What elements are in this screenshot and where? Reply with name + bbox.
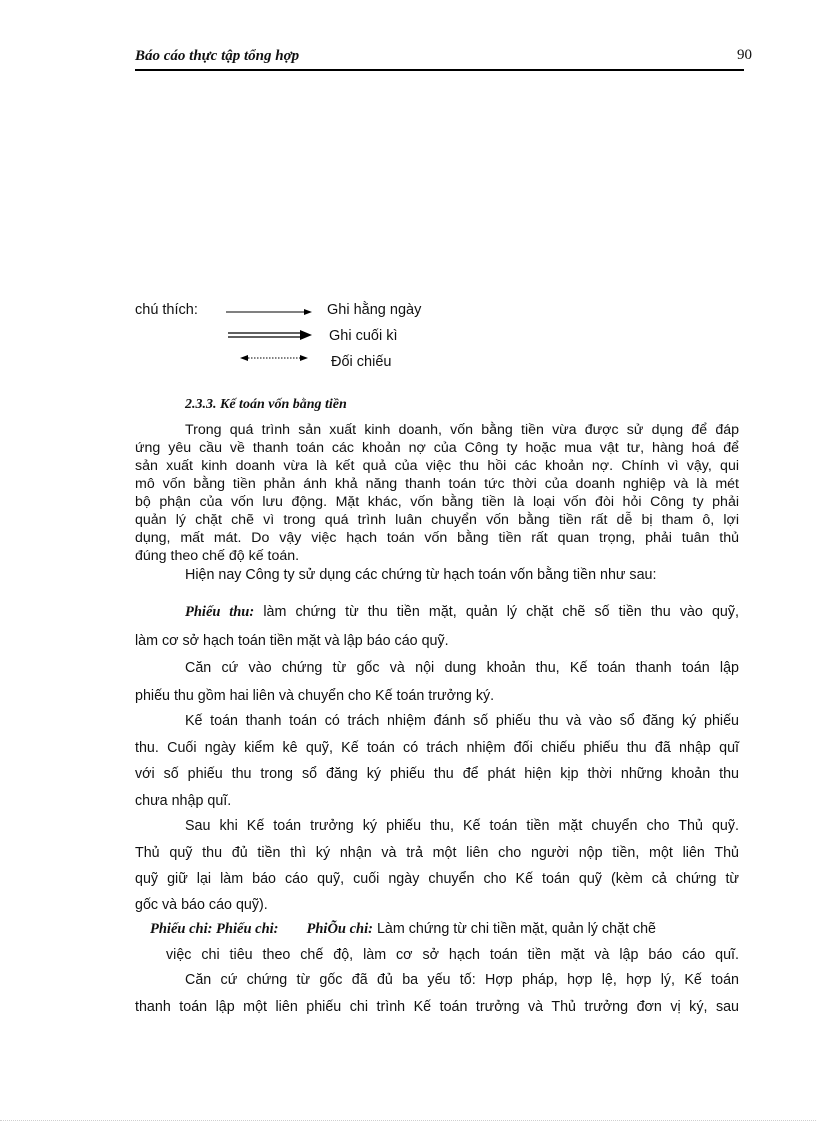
text-line: thanh toán lập một liên phiếu chi trình Kế toán trưởng và Thủ trưởng đơn vị ký, sau <box>135 999 739 1015</box>
legend-item-reconcile: Đối chiếu <box>331 354 392 370</box>
text-line: dụng, mất mát. Do vậy việc hạch toán vốn bằng tiền rất quan trọng, phải tuân thủ <box>135 530 739 546</box>
text-line: mô vốn bằng tiền phản ánh khả năng thanh toán tức thời của doanh nghiệp và là mét <box>135 476 739 492</box>
text-line: với số phiếu thu trong sổ đăng ký phiếu thu để phát hiện kịp thời những khoản thu <box>135 766 739 782</box>
text-line: Thủ quỹ thu đủ tiền thì ký nhận và trả một liên cho người nộp tiền, một liên Thủ <box>135 845 739 861</box>
text-line: làm cơ sở hạch toán tiền mặt và lập báo cáo quỹ. <box>135 633 449 649</box>
legend-arrows <box>224 304 316 364</box>
header-rule <box>135 69 744 71</box>
text-line: chưa nhập quĩ. <box>135 793 232 809</box>
text-line: bộ phận của vốn lưu động. Mặt khác, vốn bằng tiền là loại vốn đòi hỏi Công ty phải <box>135 494 739 510</box>
paragraph-payment <box>150 921 656 938</box>
dotted-double-headed-arrow-icon <box>240 355 308 361</box>
text-line: ứng yêu cầu về thanh toán các khoản nợ của Công ty hoặc mua vật tư, hàng hoá để <box>135 440 739 456</box>
page-number: 90 <box>737 47 752 63</box>
legend-item-daily: Ghi hằng ngày <box>327 302 422 318</box>
text-line: thu. Cuối ngày kiểm kê quỹ, Kế toán có trách nhiệm đối chiếu phiếu thu đã nhập quĩ <box>135 740 739 756</box>
text-line: quỹ giữ lại làm báo cáo quỹ, cuối ngày chuyển cho Kế toán quỹ (kèm cả chứng từ <box>135 871 739 887</box>
page-bottom-border <box>0 1120 816 1121</box>
paragraph-receipt <box>185 604 739 621</box>
text-line: làm chứng từ thu tiền mặt, quản lý chặt chẽ số tiền thu vào quỹ, <box>263 604 739 620</box>
text-line: đúng theo chế độ kế toán. <box>135 548 300 564</box>
text-line: gốc và báo cáo quỹ). <box>135 897 268 913</box>
text-line: Sau khi Kế toán trưởng ký phiếu thu, Kế toán tiền mặt chuyển cho Thủ quỹ. <box>185 818 739 834</box>
paragraph-documents-intro: Hiện nay Công ty sử dụng các chứng từ hạch toán vốn bằng tiền như sau: <box>185 567 657 583</box>
receipt-label: Phiếu thu: <box>185 604 255 620</box>
legend-item-period-end: Ghi cuối kì <box>329 328 398 344</box>
payment-label-alt: PhiÕu chi: <box>306 921 373 937</box>
text-line: sản xuất kinh doanh vừa là kết quả của việc thu hồi các khoản nợ. Chính vì vậy, qui <box>135 458 739 474</box>
section-heading: 2.3.3. Kế toán vốn bằng tiền <box>185 397 347 412</box>
single-arrow-icon <box>226 309 312 315</box>
payment-label: Phiếu chi: Phiếu chi: <box>150 921 279 937</box>
text-line: việc chi tiêu theo chế độ, làm cơ sở hạch toán tiền mặt và lập báo cáo quĩ. <box>166 947 739 963</box>
text-line: Kế toán thanh toán có trách nhiệm đánh số phiếu thu và vào sổ đăng ký phiếu <box>185 713 739 729</box>
text-line: Làm chứng từ chi tiền mặt, quản lý chặt chẽ <box>376 921 656 937</box>
text-line: quản lý chặt chẽ vì trong quá trình luân chuyển vốn bằng tiền rất dễ bị tham ô, lợi <box>135 512 739 528</box>
text-line: Căn cứ chứng từ gốc đã đủ ba yếu tố: Hợp pháp, hợp lệ, hợp lý, Kế toán <box>185 972 739 988</box>
legend-label: chú thích: <box>135 302 198 318</box>
running-header-title: Báo cáo thực tập tổng hợp <box>135 48 300 64</box>
double-arrow-icon <box>228 330 312 340</box>
text-line: Trong quá trình sản xuất kinh doanh, vốn bằng tiền vừa được sử dụng để đáp <box>185 422 739 438</box>
text-line: phiếu thu gồm hai liên và chuyển cho Kế toán trưởng ký. <box>135 688 495 704</box>
text-line: Căn cứ vào chứng từ gốc và nội dung khoản thu, Kế toán thanh toán lập <box>185 660 739 676</box>
